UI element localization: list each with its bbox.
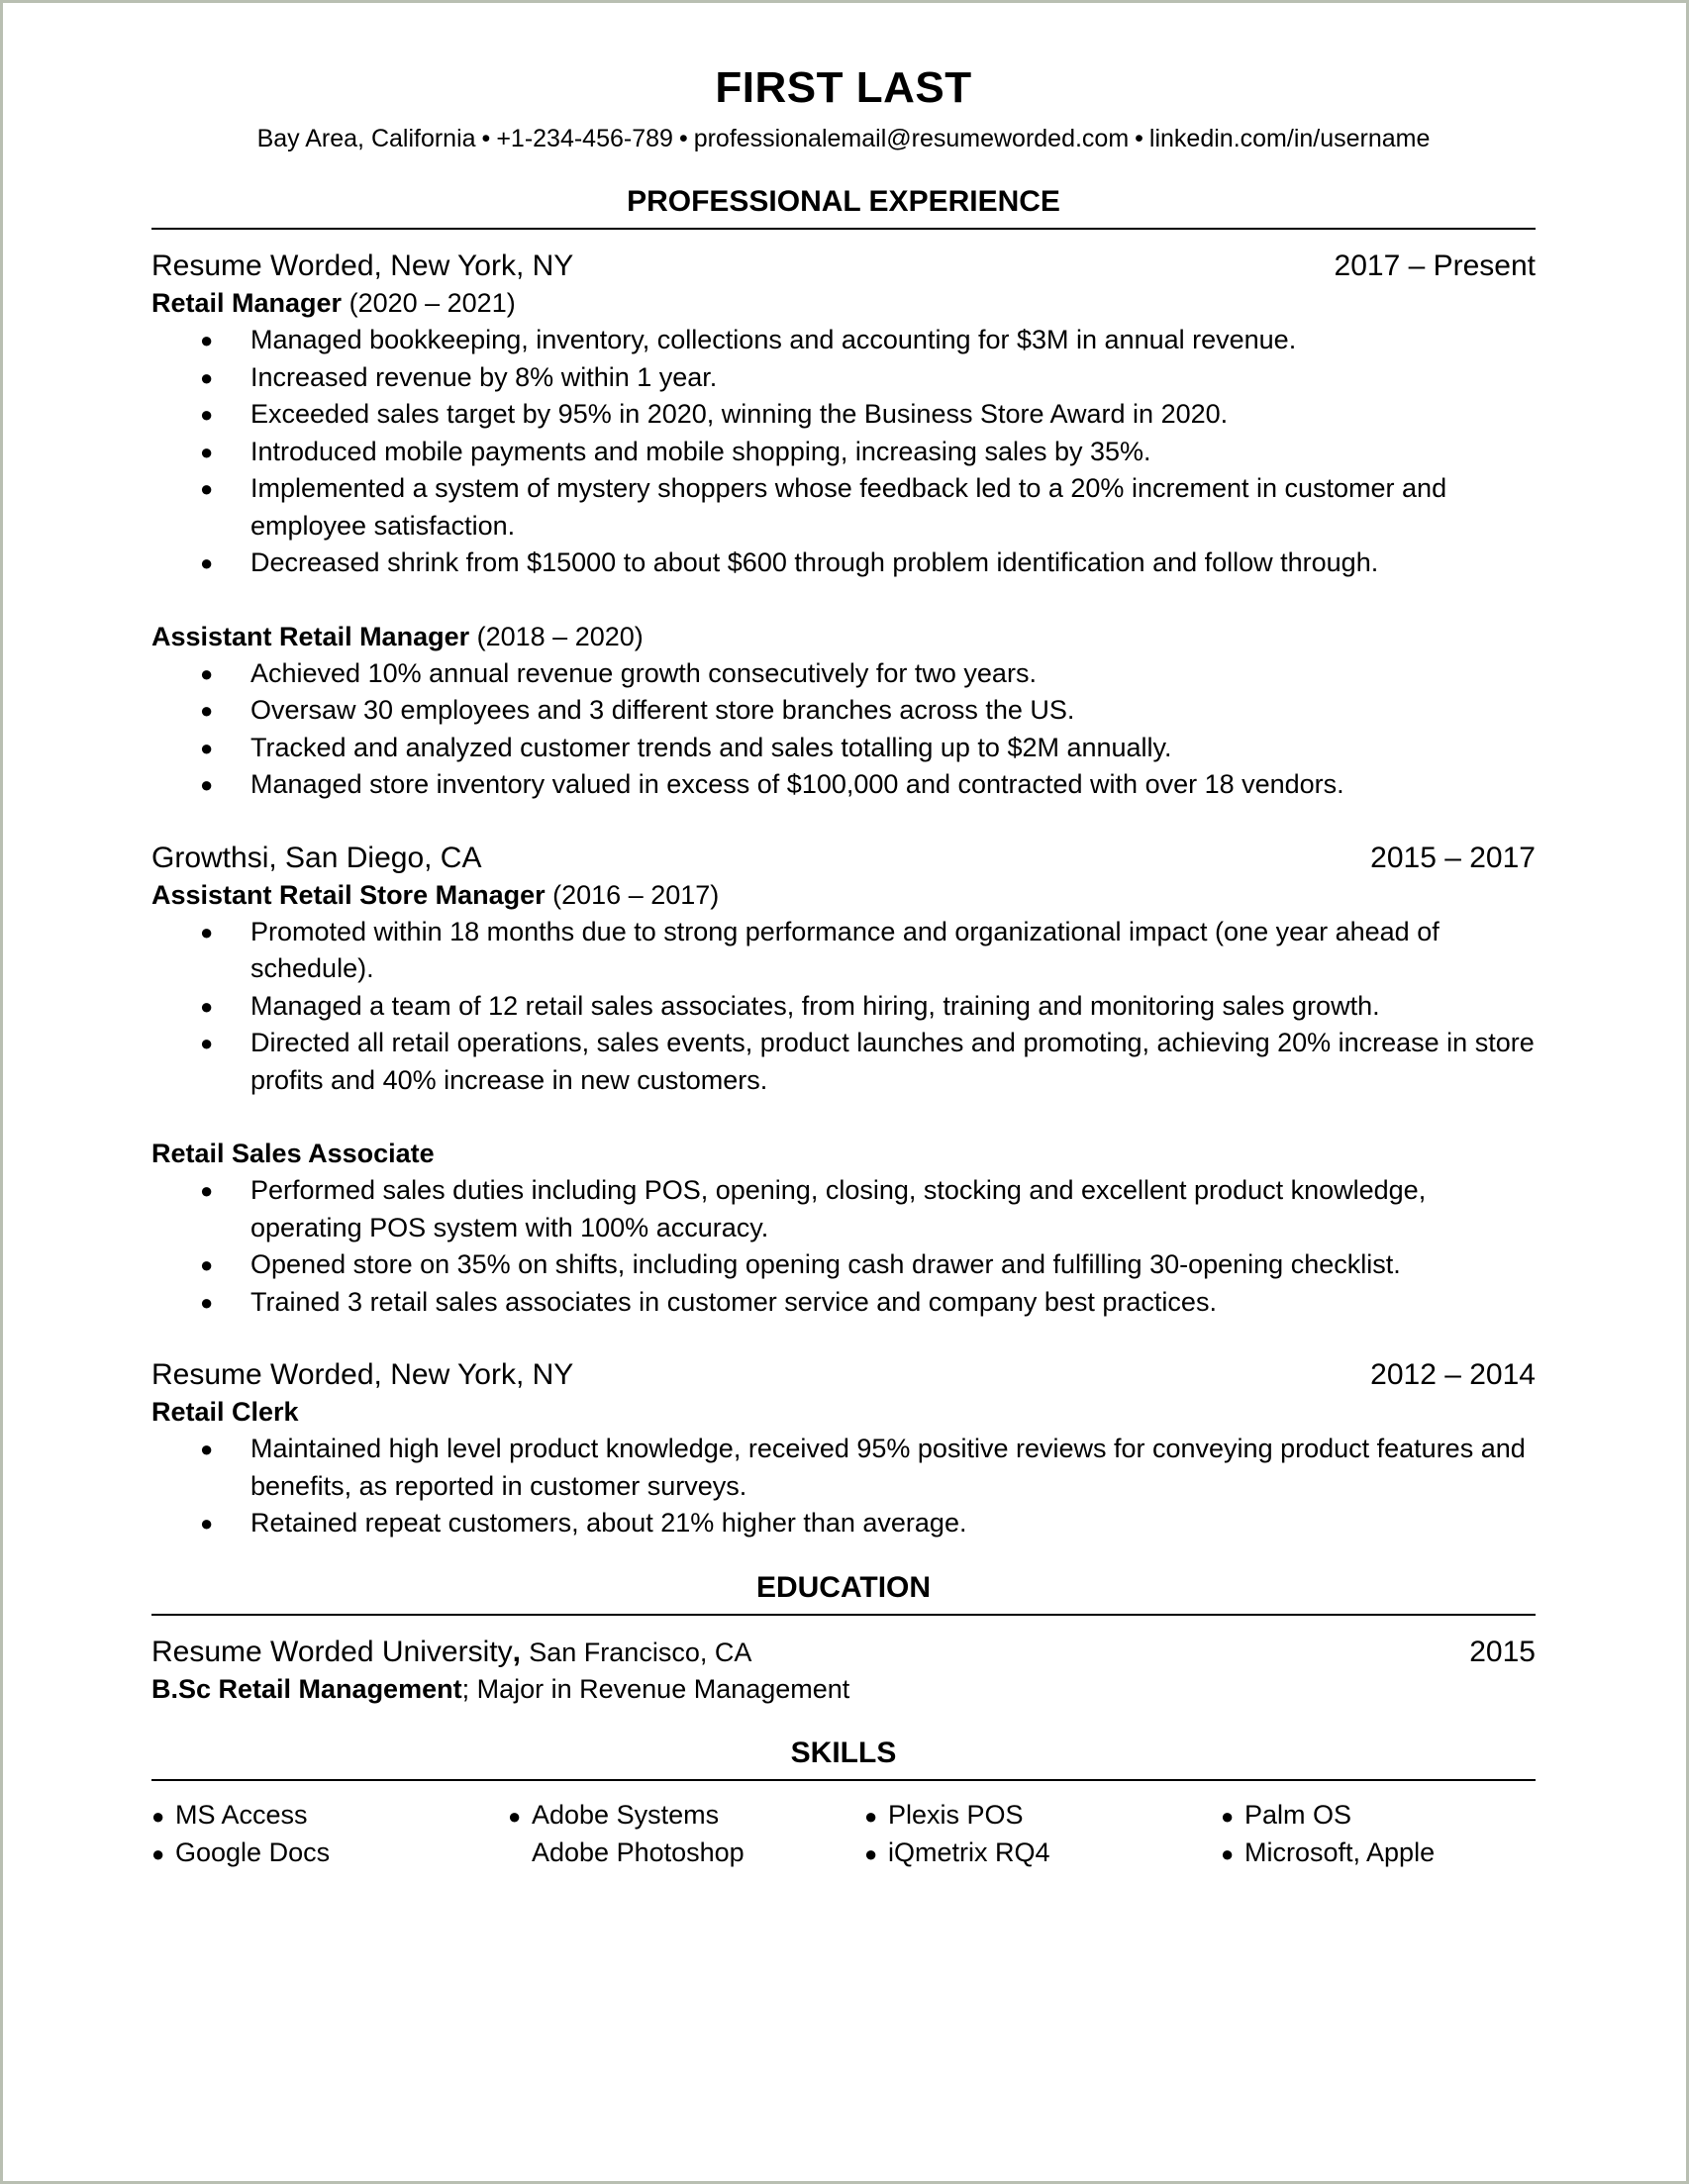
skill-item [1221, 1835, 1536, 1873]
list-item [151, 1172, 1536, 1246]
bullet-text: Increased revenue by 8% within 1 year. [250, 361, 718, 392]
bullet-icon: ● [200, 1178, 214, 1203]
list-item [151, 359, 1536, 397]
list-item [151, 1246, 1536, 1284]
bullet-list [151, 1431, 1536, 1542]
skill-item [864, 1835, 1221, 1873]
bullet-list [151, 655, 1536, 804]
role-line [151, 1394, 1536, 1431]
role-period: (2020 – 2021) [348, 288, 516, 318]
employer-row [151, 248, 1536, 285]
role-title: Retail Manager [151, 288, 343, 318]
bullet-text: Directed all retail operations, sales events, product launches and promoting, achieving 20% increase in store profits and 40% increase in new customers. [250, 1028, 1535, 1095]
list-item [151, 914, 1536, 988]
skill-label: Google Docs [175, 1837, 331, 1867]
bullet-icon: ● [200, 735, 214, 760]
degree-major: ; Major in Revenue Management [461, 1673, 850, 1704]
employer-dates: 2015 – 2017 [1370, 841, 1536, 874]
bullet-text: Maintained high level product knowledge, received 95% positive reviews for conveying product features and benefits, as reported in customer surveys. [250, 1434, 1526, 1501]
bullet-list [151, 322, 1536, 582]
role-title: Assistant Retail Manager [151, 621, 470, 651]
skills-heading: SKILLS [151, 1736, 1536, 1781]
list-item [151, 396, 1536, 434]
employer-name: Resume Worded, New York, NY [151, 1358, 574, 1391]
bullet-text: Trained 3 retail sales associates in customer service and company best practices. [250, 1286, 1217, 1317]
bullet-icon: ● [200, 1289, 214, 1315]
bullet-text: Achieved 10% annual revenue growth consecutively for two years. [250, 657, 1037, 688]
degree-title: B.Sc Retail Management [151, 1673, 462, 1704]
bullet-icon: ● [200, 1437, 214, 1461]
skill-label: Adobe Photoshop [532, 1837, 745, 1867]
list-item [151, 1505, 1536, 1542]
bullet-icon: ● [200, 772, 214, 797]
contact-email: professionalemail@resumeworded.com [693, 125, 1130, 152]
role-line [151, 877, 1536, 914]
bullet-icon: ● [200, 550, 214, 575]
employer-name: Growthsi, San Diego, CA [151, 841, 482, 874]
school-name: Resume Worded University [151, 1635, 513, 1668]
skill-item [864, 1797, 1221, 1836]
bullet-text: Managed store inventory valued in excess of $100,000 and contracted with over 18 vendors. [250, 769, 1344, 799]
list-item [151, 322, 1536, 359]
bullet-text: Implemented a system of mystery shoppers whose feedback led to a 20% increment in customer and employee satisfaction. [250, 473, 1447, 541]
list-item [151, 655, 1536, 693]
skill-item [508, 1797, 864, 1836]
bullet-text: Oversaw 30 employees and 3 different store branches across the US. [250, 695, 1075, 725]
bullet-icon: ● [151, 1803, 165, 1829]
skill-label: Palm OS [1244, 1799, 1352, 1830]
bullet-icon: ● [200, 993, 214, 1019]
list-item [151, 766, 1536, 804]
contact-separator: • [678, 125, 688, 152]
skills-column [151, 1797, 508, 1873]
contact-line [151, 122, 1536, 155]
bullet-icon: ● [508, 1803, 522, 1829]
list-item [151, 730, 1536, 767]
bullet-text: Tracked and analyzed customer trends and sales totalling up to $2M annually. [250, 732, 1172, 762]
education-heading: EDUCATION [151, 1570, 1536, 1616]
skill-item [151, 1797, 508, 1836]
role-period: (2016 – 2017) [552, 879, 720, 910]
role-line [151, 619, 1536, 655]
bullet-icon: ● [864, 1841, 878, 1866]
role-title: Assistant Retail Store Manager [151, 879, 546, 910]
skill-label: Adobe Systems [532, 1799, 720, 1830]
skill-item [1221, 1797, 1536, 1836]
employer-row [151, 840, 1536, 877]
skills-column [864, 1797, 1221, 1873]
bullet-text: Decreased shrink from $15000 to about $600 through problem identification and follow through. [250, 547, 1379, 577]
list-item [151, 988, 1536, 1026]
bullet-text: Promoted within 18 months due to strong performance and organizational impact (one year ahead of schedule). [250, 916, 1440, 983]
bullet-icon: ● [200, 439, 214, 464]
education-school-line [151, 1634, 751, 1671]
contact-linkedin: linkedin.com/in/username [1148, 125, 1431, 152]
bullet-text: Introduced mobile payments and mobile shopping, increasing sales by 35%. [250, 436, 1151, 466]
bullet-icon: ● [200, 402, 214, 427]
contact-separator: • [1135, 125, 1143, 152]
bullet-list [151, 1172, 1536, 1321]
bullet-icon: ● [200, 1031, 214, 1055]
list-item [151, 545, 1536, 582]
bullet-icon: ● [1221, 1841, 1235, 1866]
education-row [151, 1634, 1536, 1671]
list-item [151, 1025, 1536, 1099]
list-item [151, 1284, 1536, 1322]
bullet-text: Performed sales duties including POS, opening, closing, stocking and excellent product knowledge, operating POS system with 100% accuracy. [250, 1175, 1427, 1242]
role-title: Retail Sales Associate [151, 1139, 435, 1168]
employer-dates: 2017 – Present [1334, 249, 1536, 282]
school-separator: , [512, 1635, 521, 1668]
skill-item [151, 1835, 508, 1873]
list-item [151, 1431, 1536, 1505]
bullet-icon: ● [200, 476, 214, 501]
bullet-text: Managed bookkeeping, inventory, collections and accounting for $3M in annual revenue. [250, 325, 1297, 354]
bullet-icon: ● [200, 919, 214, 944]
bullet-text: Managed a team of 12 retail sales associates, from hiring, training and monitoring sales growth. [250, 990, 1380, 1021]
contact-location: Bay Area, California [256, 125, 476, 152]
skill-label: Microsoft, Apple [1244, 1837, 1436, 1867]
role-period: (2018 – 2020) [476, 621, 644, 651]
school-city: San Francisco, CA [529, 1637, 752, 1667]
education-year: 2015 [1469, 1635, 1536, 1668]
bullet-icon: ● [200, 660, 214, 686]
employer-name: Resume Worded, New York, NY [151, 249, 574, 282]
bullet-list [151, 914, 1536, 1100]
list-item [151, 470, 1536, 545]
bullet-icon: ● [200, 1511, 214, 1536]
employer-dates: 2012 – 2014 [1370, 1358, 1536, 1391]
resume-page [151, 54, 1536, 1873]
employer-row [151, 1356, 1536, 1394]
contact-separator: • [481, 125, 491, 152]
bullet-icon: ● [864, 1803, 878, 1829]
skills-column [508, 1797, 864, 1873]
bullet-icon: ● [1221, 1803, 1235, 1829]
skills-grid [151, 1797, 1536, 1873]
skills-column [1221, 1797, 1536, 1873]
experience-heading: PROFESSIONAL EXPERIENCE [151, 184, 1536, 230]
bullet-text: Retained repeat customers, about 21% higher than average. [250, 1508, 967, 1538]
skill-label: MS Access [175, 1799, 308, 1830]
skill-item [508, 1835, 864, 1872]
bullet-text: Opened store on 35% on shifts, including opening cash drawer and fulfilling 30-opening checklist. [250, 1249, 1401, 1279]
list-item [151, 434, 1536, 471]
bullet-icon: ● [151, 1841, 165, 1866]
bullet-icon: ● [200, 698, 214, 723]
list-item [151, 692, 1536, 730]
bullet-icon: ● [200, 328, 214, 352]
role-title: Retail Clerk [151, 1397, 299, 1427]
skill-label: iQmetrix RQ4 [888, 1837, 1050, 1867]
role-line [151, 285, 1536, 322]
degree-line [151, 1671, 1536, 1708]
bullet-icon: ● [200, 1252, 214, 1277]
contact-phone: +1-234-456-789 [496, 125, 673, 152]
bullet-icon: ● [200, 364, 214, 390]
role-line [151, 1136, 1536, 1172]
bullet-text: Exceeded sales target by 95% in 2020, winning the Business Store Award in 2020. [250, 399, 1229, 429]
candidate-name: FIRST LAST [715, 63, 972, 112]
skill-label: Plexis POS [888, 1799, 1024, 1830]
